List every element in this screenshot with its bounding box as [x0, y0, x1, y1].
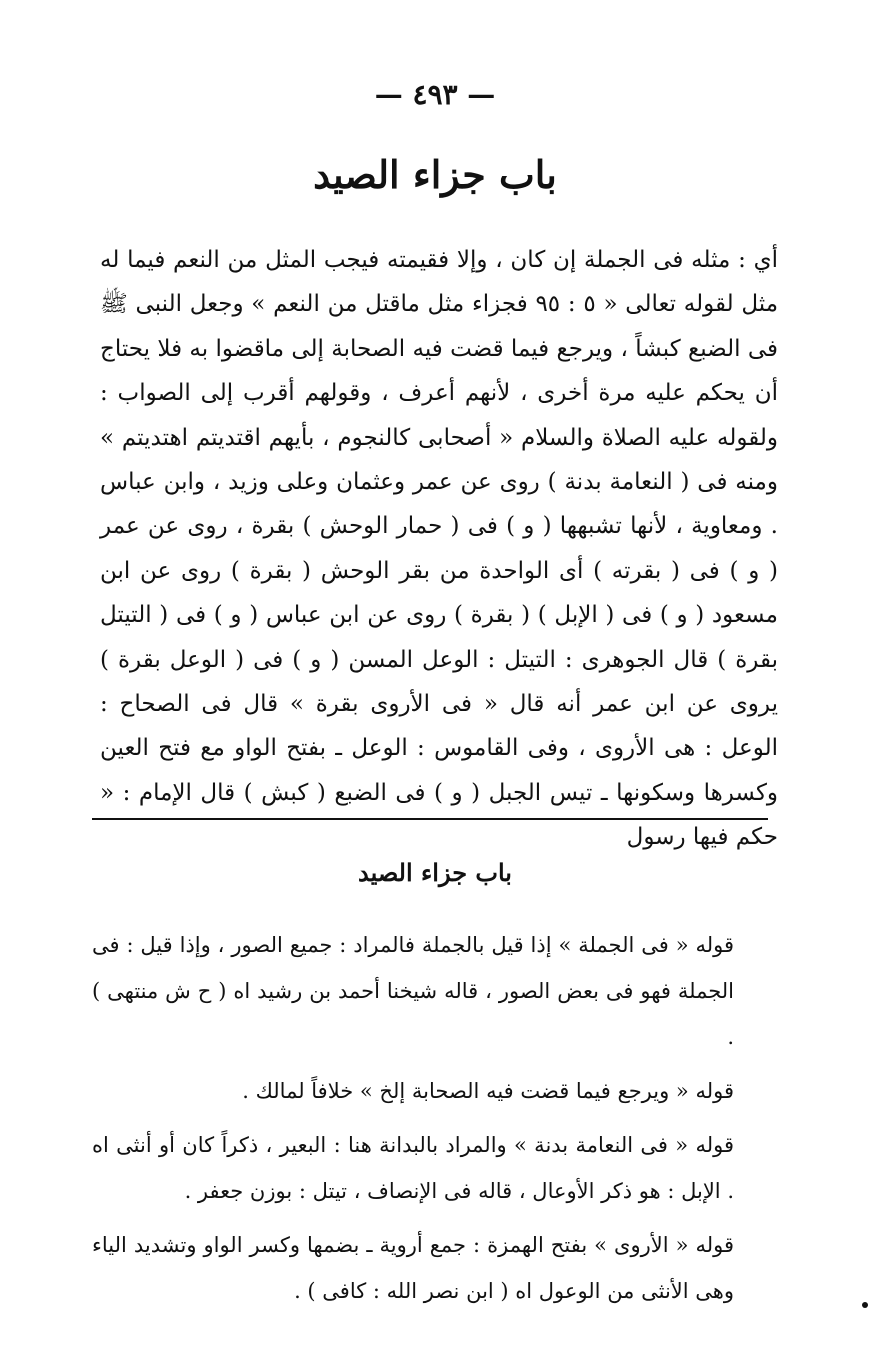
chapter-title: باب جزاء الصيد: [313, 152, 557, 197]
footnotes: [92, 922, 768, 1322]
notes-title: باب جزاء الصيد: [358, 858, 512, 887]
ink-dot: [862, 1302, 868, 1308]
footnote-item: قوله « الأروى » بفتح الهمزة : جمع أروية ـ بضمها وكسر الواو وتشديد الياء وهى الأنثى من الوعول اه ( ابن نصر الله : كافى ) .: [92, 1233, 734, 1303]
footnote-item: قوله « فى النعامة بدنة » والمراد بالبدانة هنا : البعير ، ذكراً كان أو أنثى اه . الإبل : هو ذكر الأوعال ، قاله فى الإنصاف ، تيتل : بوزن جعفر .: [92, 1133, 734, 1203]
footnote-item: قوله « ويرجع فيما قضت فيه الصحابة إلخ » خلافاً لمالك .: [242, 1079, 734, 1103]
page-number: — ٤٩٣ —: [374, 78, 496, 111]
main-body-text: [100, 238, 778, 860]
main-paragraph: أي : مثله فى الجملة إن كان ، وإلا فقيمته فيجب المثل من النعم فيما له مثل لقوله تعالى « ٥ : ٩٥ فجزاء مثل ماقتل من النعم » وجعل النبى ﷺ فى الضبع كبشاً ، ويرجع فيما قضت فيه الصحابة إلى ماقضوا به فلا يحتاج أن يحكم عليه مرة أخرى ، لأنهم أعرف ، وقولهم أقرب إلى الصواب : ولقوله عليه الصلاة والسلام « أصحابى كالنجوم ، بأيهم اقتديتم اهتديتم » ومنه فى ( النعامة بدنة ) روى عن عمر وعثمان وعلى وزيد ، وابن عباس . ومعاوية ، لأنها تشبهها ( و ) فى ( حمار الوحش ) بقرة ، روى عن عمر ( و ) فى ( بقرته ) أى الواحدة من بقر الوحش ( بقرة ) روى عن ابن مسعود ( و ) فى ( الإبل ) ( بقرة ) روى عن ابن عباس ( و ) فى ( التيتل بقرة ) قال الجوهرى : التيتل : الوعل المسن ( و ) فى ( الوعل بقرة ) يروى عن ابن عمر أنه قال « فى الأروى بقرة » قال فى الصحاح : الوعل : هى الأروى ، وفى القاموس : الوعل ـ بفتح الواو مع فتح العين وكسرها وسكونها ـ تيس الجبل ( و ) فى الضبع ( كبش ) قال الإمام : « حكم فيها رسول: [100, 247, 779, 851]
footnote-divider: [92, 818, 768, 820]
footnote-item: قوله « فى الجملة » إذا قيل بالجملة فالمراد : جميع الصور ، وإذا قيل : فى الجملة فهو فى بعض الصور ، قاله شيخنا أحمد بن رشيد اه ( ح ش منتهى ) .: [92, 933, 734, 1049]
